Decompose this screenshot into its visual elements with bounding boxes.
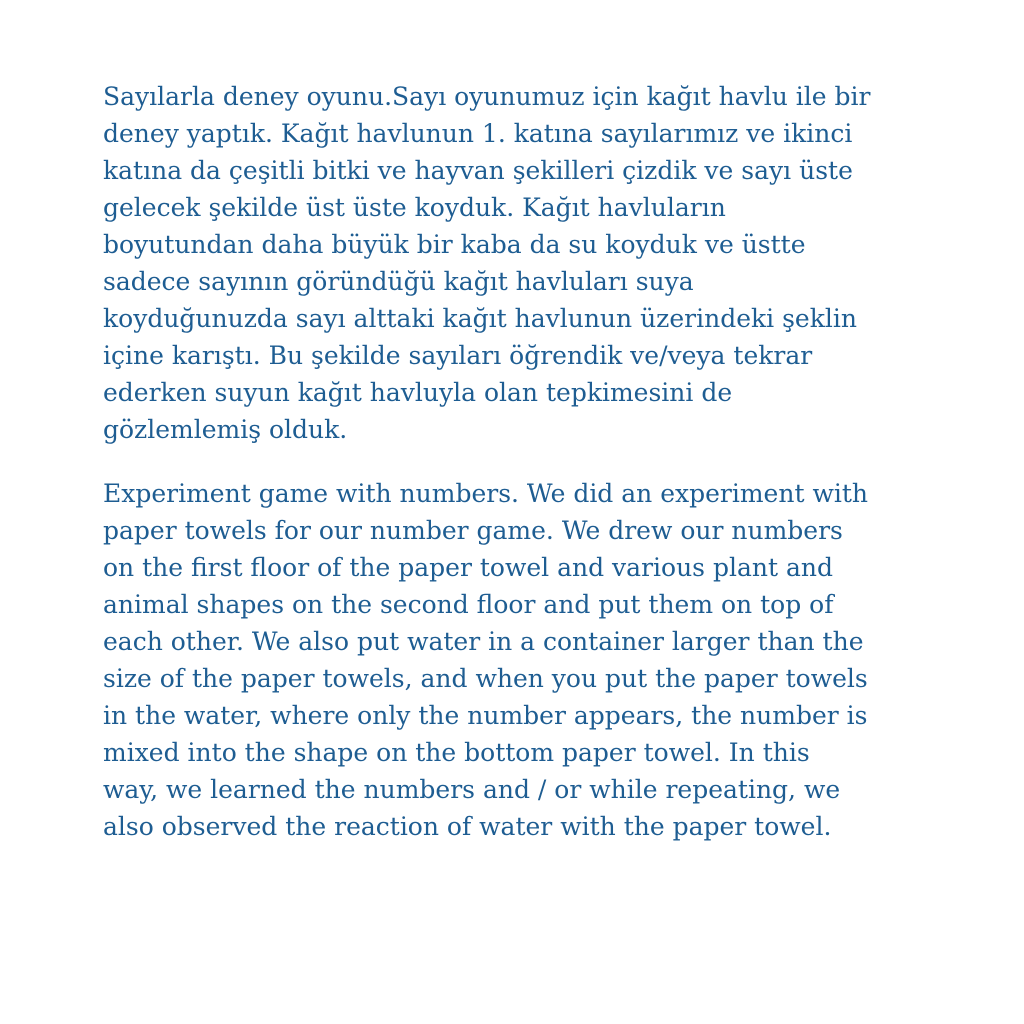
turkish-paragraph: Sayılarla deney oyunu.Sayı oyunumuz için kağıt havlu ile bir deney yaptık. Kağıt havlunun 1. katına sayılarımız ve ikinci katına da çeşitli bitki ve hayvan şekilleri çizdik ve sayı üste gelecek şekilde üst üste koyduk. Kağıt havluların boyutundan daha büyük bir kaba da su koyduk ve üstte sadece sayının göründüğü kağıt havluları suya koyduğunuzda sayı alttaki kağıt havlunun üzerindeki şeklin içine karıştı. Bu şekilde sayıları öğrendik ve/veya tekrar ederken suyun kağıt havluyla olan tepkimesini de gözlemlemiş olduk. — [103, 82, 871, 444]
document-body — [103, 78, 933, 845]
english-paragraph: Experiment game with numbers. We did an experiment with paper towels for our number game. We drew our numbers on the first floor of the paper towel and various plant and animal shapes on the second floor and put them on top of each other. We also put water in a container larger than the size of the paper towels, and when you put the paper towels in the water, where only the number appears, the number is mixed into the shape on the bottom paper towel. In this way, we learned the numbers and / or while repeating, we also observed the reaction of water with the paper towel. — [103, 479, 868, 841]
